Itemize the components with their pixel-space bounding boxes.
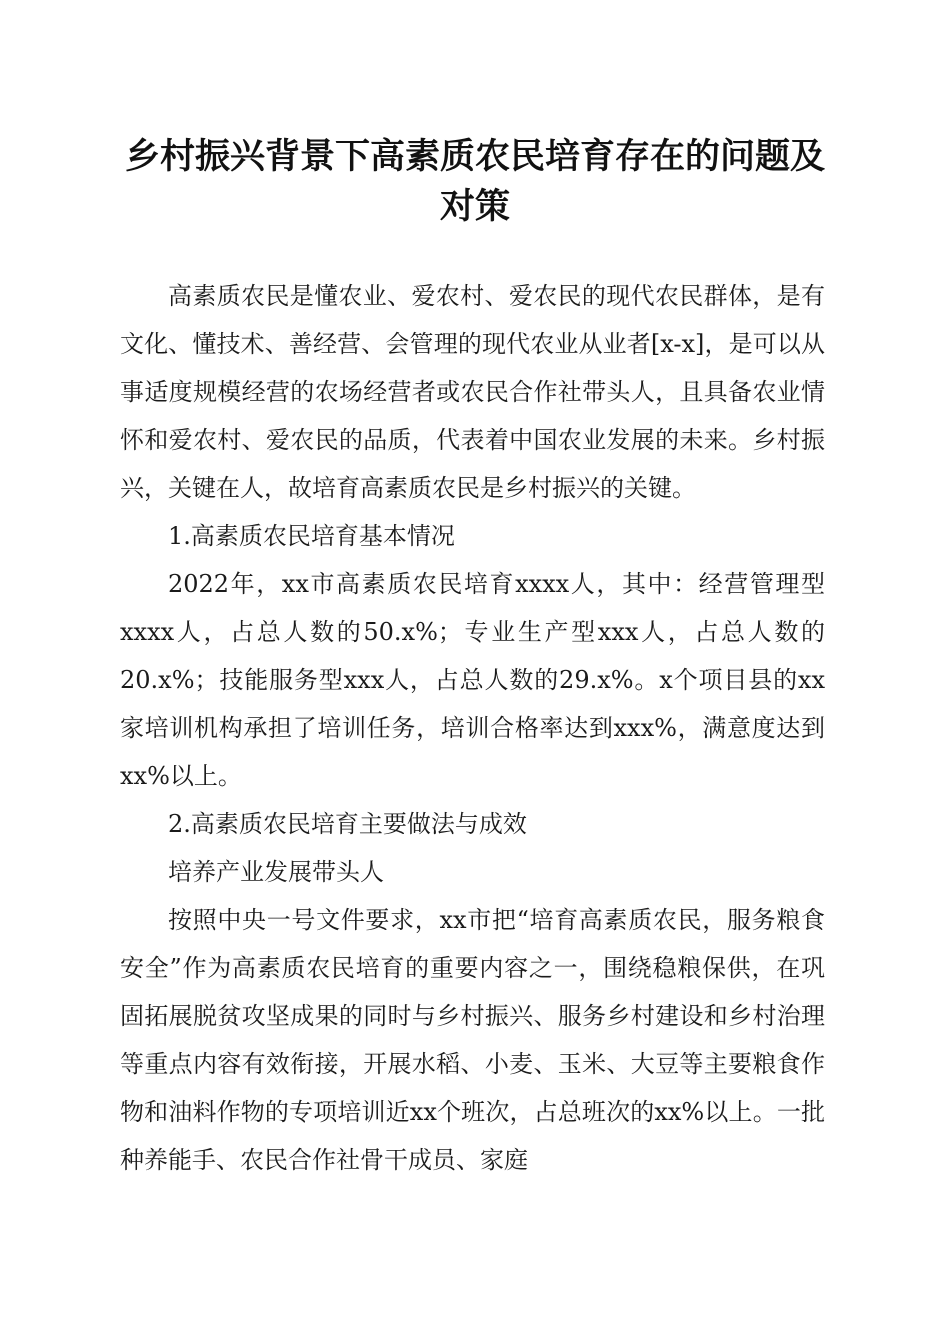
paragraph-intro: 高素质农民是懂农业、爱农村、爱农民的现代农民群体，是有文化、懂技术、善经营、会管理的现代农业从业者[x-x]，是可以从事适度规模经营的农场经营者或农民合作社带头人，且具备农业情怀和爱农村、爱农民的品质，代表着中国农业发展的未来。乡村振兴，关键在人，故培育高素质农民是乡村振兴的关键。 bbox=[120, 282, 825, 502]
subheading-industry-leaders: 培养产业发展带头人 bbox=[168, 858, 384, 886]
document-title: 乡村振兴背景下高素质农民培育存在的问题及对策 bbox=[124, 136, 825, 227]
paragraph-statistics: 2022年，xx市高素质农民培育xxxx人，其中：经营管理型xxxx人，占总人数的50.x%；专业生产型xxx人，占总人数的20.x%；技能服务型xxx人，占总人数的29.x%。x个项目县的xx家培训机构承担了培训任务，培训合格率达到xxx%，满意度达到xx%以上。 bbox=[120, 570, 825, 790]
section-heading-practices: 2.高素质农民培育主要做法与成效 bbox=[168, 810, 527, 838]
document-body bbox=[120, 272, 825, 1184]
paragraph-practices: 按照中央一号文件要求，xx市把“培育高素质农民，服务粮食安全”作为高素质农民培育的重要内容之一，围绕稳粮保供，在巩固拓展脱贫攻坚成果的同时与乡村振兴、服务乡村建设和乡村治理等重点内容有效衔接，开展水稻、小麦、玉米、大豆等主要粮食作物和油料作物的专项培训近xx个班次，占总班次的xx%以上。一批种养能手、农民合作社骨干成员、家庭 bbox=[120, 906, 825, 1174]
section-heading-basic-situation: 1.高素质农民培育基本情况 bbox=[168, 522, 455, 550]
